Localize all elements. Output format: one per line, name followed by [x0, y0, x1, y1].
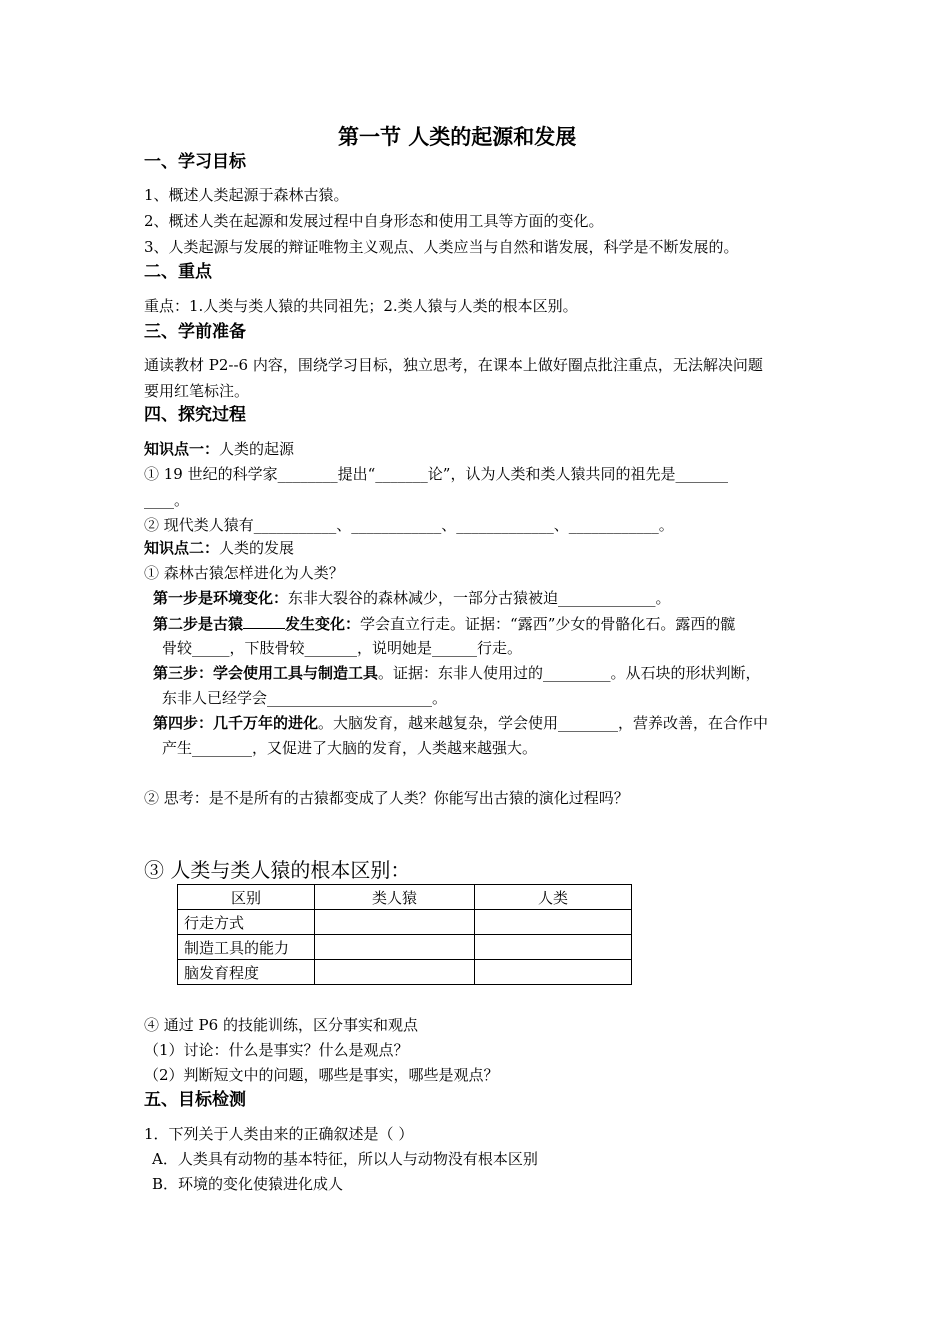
skills-line: ④ 通过 P6 的技能训练，区分事实和观点	[144, 1016, 418, 1034]
evolution-step-2	[153, 612, 735, 635]
evolution-step-4	[153, 712, 768, 734]
comparison-table	[177, 884, 632, 985]
section-heading-inquiry: 四、探究过程	[144, 405, 246, 425]
question-line: ____。	[144, 491, 190, 509]
step-text: 。证据：东非人使用过的_________。从石块的形状判断，	[378, 664, 761, 682]
table-cell: 制造工具的能力	[178, 935, 315, 960]
table-header-cell: 类人猿	[315, 885, 475, 910]
step-text-line: 东非人已经学会______________________。	[162, 689, 448, 707]
question-line: ① 森林古猿怎样进化为人类？	[144, 564, 344, 582]
key-points-text: 重点：1.人类与类人猿的共同祖先；2.类人猿与人类的根本区别。	[144, 297, 578, 315]
skills-line: （1）讨论：什么是事实？什么是观点？	[144, 1041, 409, 1059]
section-heading-key-points: 二、重点	[144, 262, 212, 282]
objective-item: 1、概述人类起源于森林古猿。	[144, 186, 349, 204]
table-header-cell: 区别	[178, 885, 315, 910]
question-line: ① 19 世纪的科学家________提出“_______论”，认为人类和类人猿共同的祖先是_______	[144, 465, 728, 483]
table-row	[178, 910, 632, 935]
page-title: 第一节 人类的起源和发展	[338, 124, 577, 149]
prep-text-line: 通读教材 P2--6 内容，围绕学习目标，独立思考，在课本上做好圈点批注重点，无法解决问题	[144, 356, 763, 374]
step-label: 第三步：学会使用工具与制造工具	[153, 664, 379, 682]
evolution-step-3	[153, 662, 761, 684]
step-label: 第二步是古猿	[153, 615, 244, 633]
objective-item: 2、概述人类在起源和发展过程中自身形态和使用工具等方面的变化。	[144, 212, 604, 230]
section-heading-objectives: 一、学习目标	[144, 152, 246, 172]
knowledge-point-2	[144, 537, 294, 559]
table-cell	[475, 960, 632, 985]
section-heading-prep: 三、学前准备	[144, 322, 246, 342]
step-label: 发生变化：	[285, 615, 361, 633]
comparison-heading: ③ 人类与类人猿的根本区别：	[144, 858, 411, 882]
test-option-b: B．环境的变化使猿进化成人	[152, 1175, 344, 1193]
step-text-line: 骨较_____，下肢骨较_______，说明她是______行走。	[162, 639, 523, 657]
step-label: 第四步：几千万年的进化	[153, 714, 319, 732]
table-cell	[475, 935, 632, 960]
think-question: ② 思考：是不是所有的古猿都变成了人类？你能写出古猿的演化过程吗？	[144, 789, 629, 807]
section-heading-test: 五、目标检测	[144, 1090, 246, 1110]
table-row	[178, 960, 632, 985]
prep-text-line: 要用红笔标注。	[144, 382, 250, 400]
table-cell: 脑发育程度	[178, 960, 315, 985]
table-cell	[315, 935, 475, 960]
evolution-step-1	[153, 587, 671, 609]
step-label: 第一步是环境变化：	[153, 589, 289, 607]
table-cell	[315, 960, 475, 985]
knowledge-point-label: 知识点一：	[144, 440, 220, 458]
table-row	[178, 935, 632, 960]
knowledge-point-label: 知识点二：	[144, 539, 220, 557]
step-text: 学会直立行走。证据：“露西”少女的骨骼化石。露西的髋	[360, 615, 736, 633]
table-cell	[475, 910, 632, 935]
table-header-cell: 人类	[475, 885, 632, 910]
knowledge-point-topic: 人类的起源	[219, 440, 295, 458]
step-text: 。大脑发育，越来越复杂，学会使用________，营养改善，在合作中	[318, 714, 769, 732]
table-header-row	[178, 885, 632, 910]
blank-underline	[243, 612, 285, 629]
knowledge-point-topic: 人类的发展	[219, 539, 295, 557]
question-line: ② 现代类人猿有___________、____________、_____________、____________。	[144, 516, 674, 534]
step-text: 东非大裂谷的森林减少，一部分古猿被迫_____________。	[288, 589, 671, 607]
table-cell	[315, 910, 475, 935]
table-cell: 行走方式	[178, 910, 315, 935]
objective-item: 3、人类起源与发展的辩证唯物主义观点、人类应当与自然和谐发展，科学是不断发展的。	[144, 238, 739, 256]
skills-line: （2）判断短文中的问题，哪些是事实，哪些是观点？	[144, 1066, 499, 1084]
knowledge-point-1	[144, 438, 294, 460]
test-option-a: A．人类具有动物的基本特征，所以人与动物没有根本区别	[152, 1150, 538, 1168]
test-question: 1．下列关于人类由来的正确叙述是（ ）	[144, 1125, 414, 1143]
step-text-line: 产生________，又促进了大脑的发育，人类越来越强大。	[162, 739, 538, 757]
